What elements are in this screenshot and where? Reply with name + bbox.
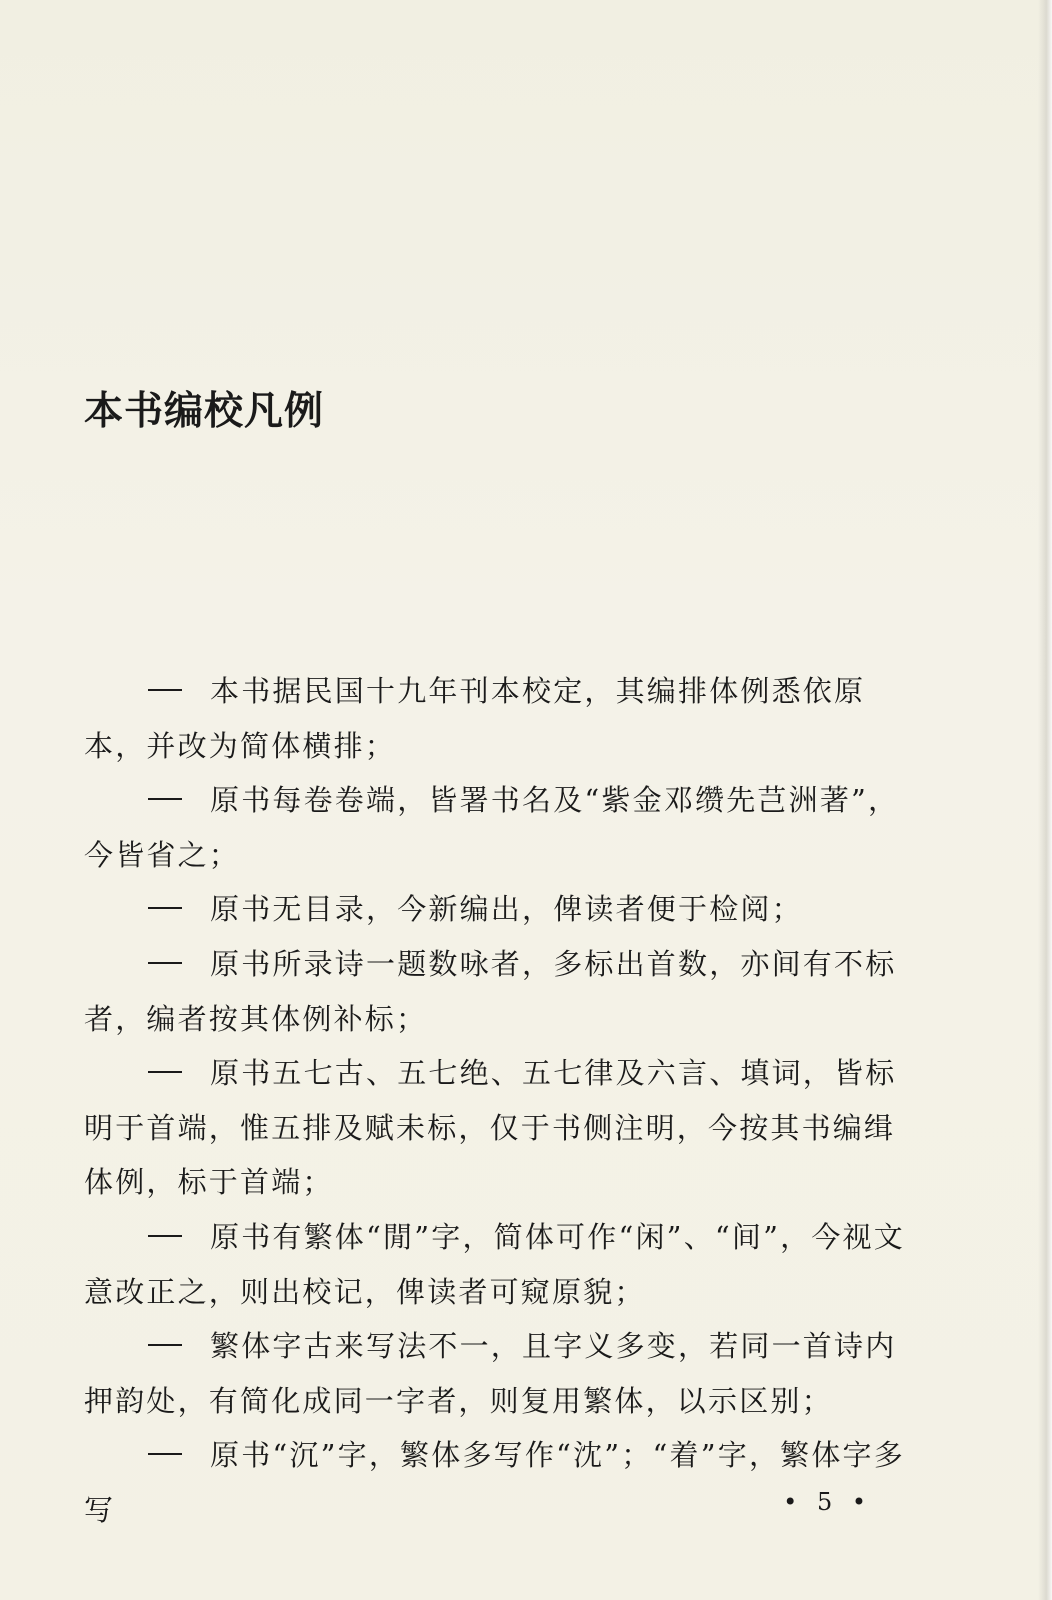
note-text: 繁体字古来写法不一，且字义多变，若同一首诗内押韵处，有简化成同一字者，则复用繁体，以示区别； xyxy=(84,1329,897,1418)
note-item xyxy=(84,664,914,773)
note-text: 原书“沉”字，繁体多写作“沈”；“着”字，繁体字多写 xyxy=(84,1438,905,1527)
dash-mark xyxy=(148,798,182,800)
note-item xyxy=(84,1319,914,1428)
note-item xyxy=(84,1046,914,1210)
note-text: 原书五七古、五七绝、五七律及六言、填词，皆标明于首端，惟五排及赋未标，仅于书侧注明，今按其书编缉体例，标于首端； xyxy=(84,1056,897,1200)
note-item xyxy=(84,1428,914,1537)
note-text: 原书无目录，今新编出，俾读者便于检阅； xyxy=(210,892,803,927)
page-title: 本书编校凡例 xyxy=(84,389,325,434)
note-text: 原书有繁体“閒”字，简体可作“闲”、“间”，今视文意改正之，则出校记，俾读者可窥原貌； xyxy=(84,1219,905,1309)
note-item xyxy=(84,882,914,937)
dash-mark xyxy=(148,1453,182,1455)
note-item xyxy=(84,1210,914,1319)
note-item xyxy=(84,773,914,882)
editorial-notes xyxy=(84,664,914,1538)
dash-mark xyxy=(148,689,182,691)
note-item xyxy=(84,937,914,1046)
dash-mark xyxy=(148,1235,182,1237)
page-number: • 5 • xyxy=(783,1488,872,1516)
dash-mark xyxy=(148,907,182,909)
note-text: 原书所录诗一题数咏者，多标出首数，亦间有不标者，编者按其体例补标； xyxy=(84,946,897,1036)
note-text: 本书据民国十九年刊本校定，其编排体例悉依原本，并改为简体横排； xyxy=(84,674,866,763)
page-edge-shadow xyxy=(1038,0,1052,1600)
dash-mark xyxy=(148,1344,182,1346)
dash-mark xyxy=(148,1071,182,1073)
note-text: 原书每卷卷端，皆署书名及“紫金邓缵先芑洲著”，今皆省之； xyxy=(84,783,900,872)
dash-mark xyxy=(148,962,182,964)
